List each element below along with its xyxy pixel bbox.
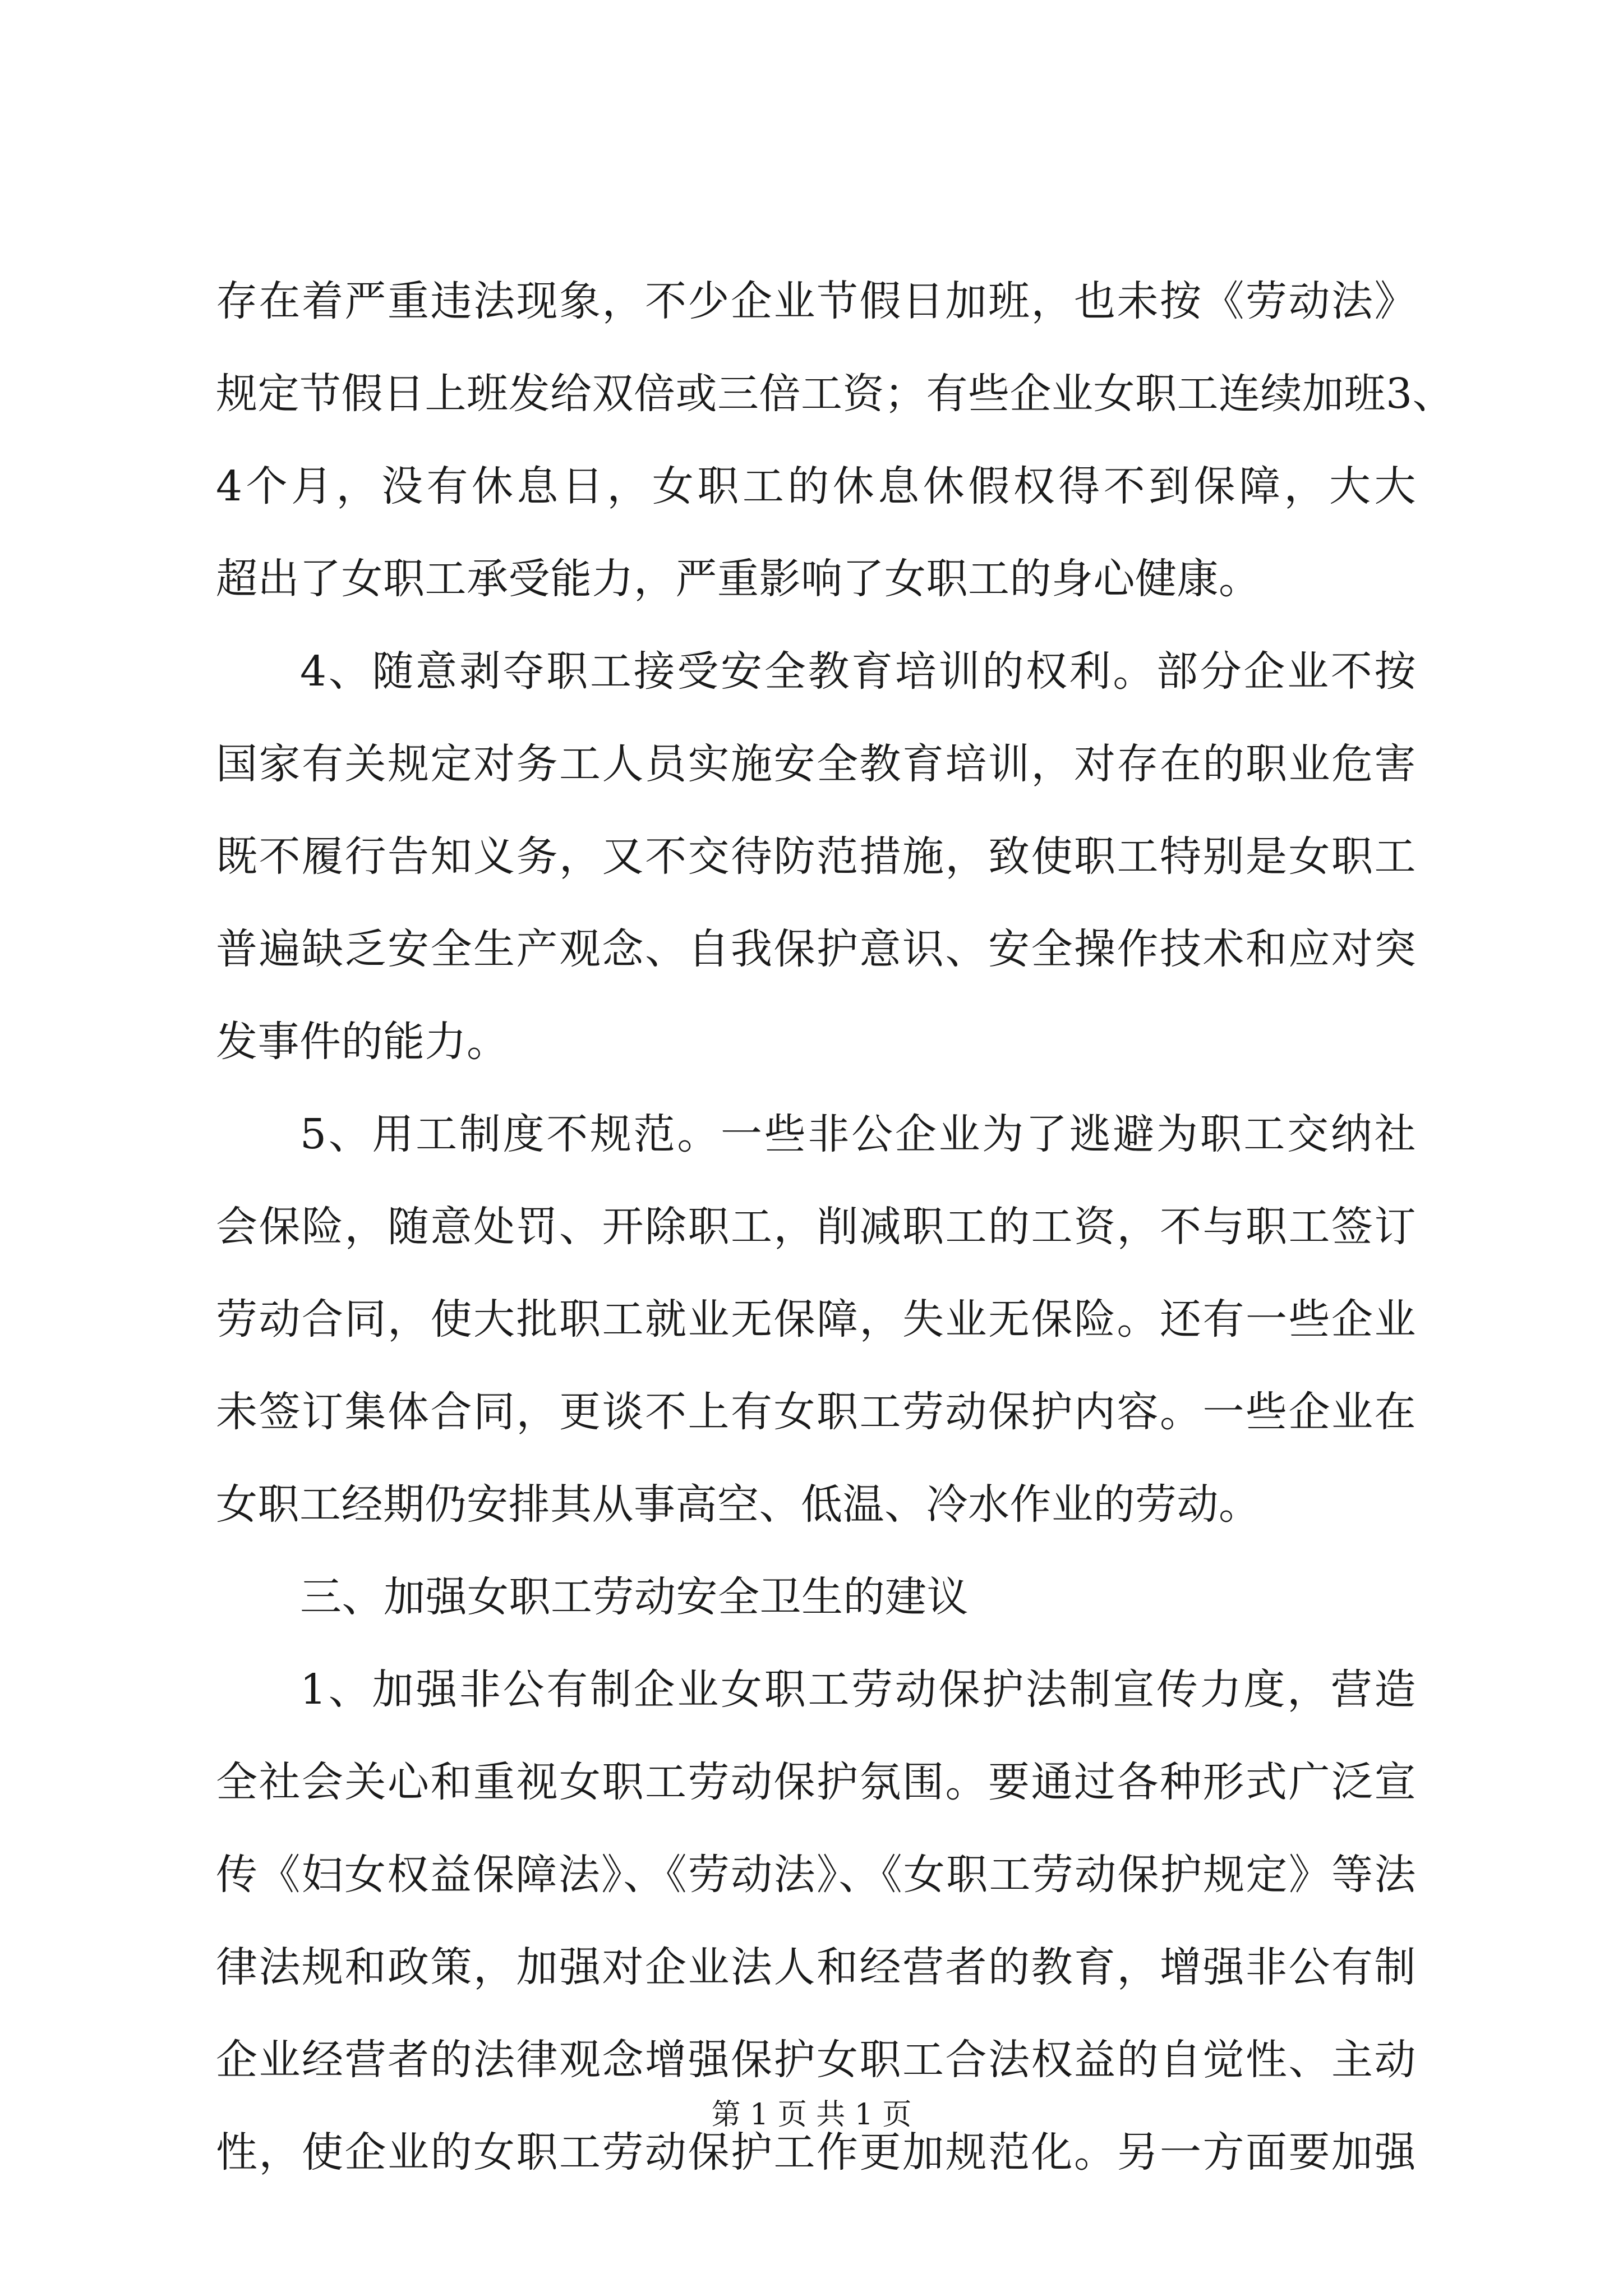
text-line: 全社会关心和重视女职工劳动保护氛围。要通过各种形式广泛宣 — [216, 1758, 1416, 1806]
text-line: 普遍缺乏安全生产观念、自我保护意识、安全操作技术和应对突 — [216, 925, 1416, 973]
text-line: 律法规和政策，加强对企业法人和经营者的教育，增强非公有制 — [216, 1943, 1416, 1991]
page-footer — [0, 2095, 1623, 2134]
text-line: 企业经营者的法律观念增强保护女职工合法权益的自觉性、主动 — [216, 2036, 1416, 2084]
text-line: 未签订集体合同，更谈不上有女职工劳动保护内容。一些企业在 — [216, 1388, 1416, 1436]
document-body — [216, 255, 1455, 2199]
page-number: 第 1 页 共 1 页 — [711, 2098, 912, 2132]
text-line: 规定节假日上班发给双倍或三倍工资；有些企业女职工连续加班3、 — [216, 370, 1455, 418]
text-line: 劳动合同，使大批职工就业无保障，失业无保险。还有一些企业 — [216, 1295, 1416, 1343]
text-line: 女职工经期仍安排其从事高空、低温、冷水作业的劳动。 — [216, 1480, 1261, 1529]
section-heading: 三、加强女职工劳动安全卫生的建议 — [300, 1573, 969, 1621]
text-line: 5、用工制度不规范。一些非公企业为了逃避为职工交纳社 — [300, 1110, 1416, 1158]
text-line: 1、加强非公有制企业女职工劳动保护法制宣传力度，营造 — [300, 1665, 1416, 1714]
text-line: 国家有关规定对务工人员实施安全教育培训，对存在的职业危害 — [216, 740, 1416, 788]
text-line: 会保险，随意处罚、开除职工，削减职工的工资，不与职工签订 — [216, 1203, 1416, 1251]
text-line: 4个月，没有休息日，女职工的休息休假权得不到保障，大大 — [216, 462, 1416, 510]
text-line: 4、随意剥夺职工接受安全教育培训的权利。部分企业不按 — [300, 647, 1416, 696]
text-line: 存在着严重违法现象，不少企业节假日加班，也未按《劳动法》 — [216, 277, 1416, 325]
text-line: 传《妇女权益保障法》、《劳动法》、《女职工劳动保护规定》等法 — [216, 1851, 1416, 1899]
text-line: 性，使企业的女职工劳动保护工作更加规范化。另一方面要加强 — [216, 2128, 1416, 2177]
text-line: 发事件的能力。 — [216, 1018, 509, 1066]
text-line: 既不履行告知义务，又不交待防范措施，致使职工特别是女职工 — [216, 832, 1416, 881]
text-line: 超出了女职工承受能力，严重影响了女职工的身心健康。 — [216, 555, 1261, 603]
